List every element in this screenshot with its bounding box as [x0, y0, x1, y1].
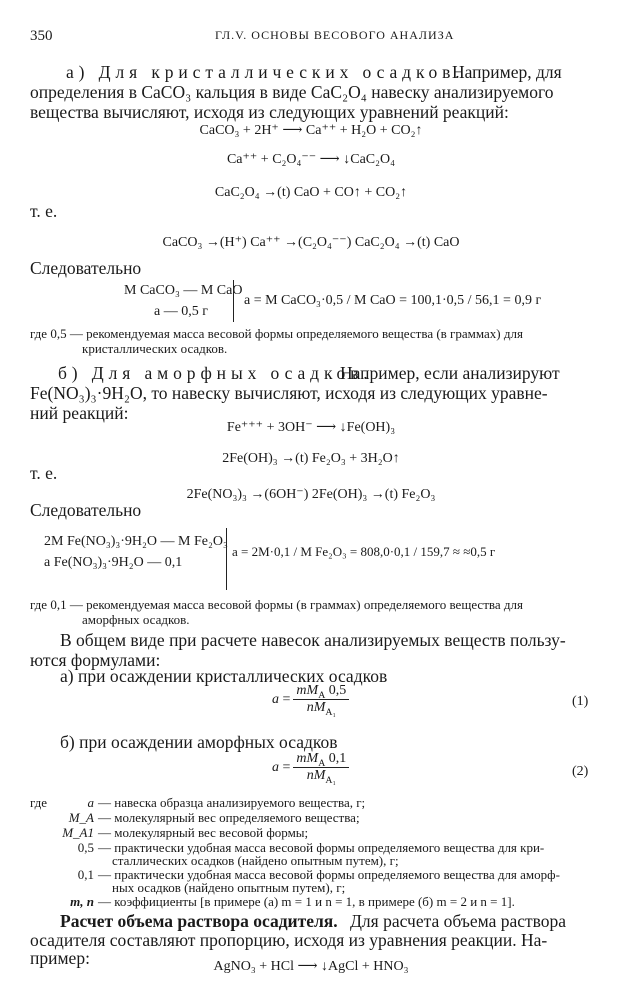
- section-a-lead: а) Для кристаллических осадков.: [66, 62, 465, 82]
- legend-sym-7: m, n: [70, 894, 94, 909]
- page-number: 350: [30, 28, 53, 44]
- legend-where: где: [30, 795, 48, 810]
- general-line1: В общем виде при расчете навесок анализируемых веществ пользу-: [60, 630, 566, 650]
- legend-text-7: — коэффициенты [в примере (а) m = 1 и n = 1, в примере (б) m = 2 и n = 1].: [98, 894, 515, 909]
- note-b-line1: где 0,1 — рекомендуемая масса весовой формы (в граммах) определяемого вещества для: [30, 597, 523, 612]
- legend-text-0: — навеска образца анализируемого вещества, г;: [98, 795, 366, 810]
- final-eq: AgNO₃ + HCl ⟶ ↓AgCl + HNO₃: [213, 959, 409, 974]
- section-b-eq2: 2Fe(OH)₃ →(t) Fe₂O₃ + 3H₂O↑: [222, 451, 400, 466]
- section-a-eq2: Ca⁺⁺ + C₂O₄⁻⁻ ⟶ ↓CaC₂O₄: [226, 152, 396, 167]
- calc-b-result: a = 2M·0,1 / M Fe₂O₃ = 808,0·0,1 / 159,7 ≈ ≈0,5 г: [232, 544, 496, 559]
- calc-b-left-top: 2M Fe(NO₃)₃·9H₂O — M Fe₂O₃: [44, 534, 228, 549]
- note-a-line2: кристаллических осадков.: [82, 341, 228, 356]
- calc-a-result: a = M CaCO₃·0,5 / M CaO = 100,1·0,5 / 56,1 = 0,9 г: [244, 293, 542, 308]
- legend-text-1: — молекулярный вес определяемого вещества;: [98, 810, 360, 825]
- final-line1-rest: Для расчета объема раствора: [350, 911, 567, 931]
- legend-text-3: — практически удобная масса весовой формы определяемого вещества для кри-: [98, 840, 545, 855]
- section-a-chain: CaCO₃ →(H⁺) Ca⁺⁺ →(C₂O₄⁻⁻) CaC₂O₄ →(t) CaO: [162, 235, 460, 250]
- formula-1-num: mM: [296, 683, 319, 698]
- legend-text-5: — практически удобная масса весовой формы определяемого вещества для аморф-: [98, 867, 560, 882]
- section-a-te: т. е.: [30, 201, 58, 221]
- calc-a-divider: [233, 280, 234, 322]
- legend-sym-3: 0,5: [77, 840, 94, 855]
- note-a-line1: где 0,5 — рекомендуемая масса весовой формы определяемого вещества (в граммах) для: [30, 326, 523, 341]
- section-a-eq1: CaCO₃ + 2H⁺ ⟶ Ca⁺⁺ + H₂O + CO₂↑: [199, 123, 423, 138]
- running-title: ГЛ.V. ОСНОВЫ ВЕСОВОГО АНАЛИЗА: [215, 28, 455, 42]
- general-case-b: б) при осаждении аморфных осадков: [60, 732, 338, 752]
- final-line2: осадителя составляют пропорцию, исходя из уравнения реакции. На-: [30, 930, 548, 950]
- calc-a-left-top: M CaCO₃ — M CaO: [124, 283, 243, 298]
- formula-2-den: nM: [306, 768, 326, 783]
- formula-1: a = $\frac{mM_A 0,5}{nM_{A_1}}$: [272, 683, 352, 716]
- note-b-line2: аморфных осадков.: [82, 612, 190, 627]
- general-line2: ются формулами:: [30, 650, 161, 670]
- legend-sym-0: a: [87, 795, 94, 810]
- legend-text-2: — молекулярный вес весовой формы;: [98, 825, 309, 840]
- formula-1-label: (1): [572, 694, 589, 709]
- section-b-lead: б) Для аморфных осадков.: [58, 363, 373, 383]
- final-line3: пример:: [30, 948, 90, 968]
- section-a-line2: определения в CaCO₃ кальция в виде CaC₂O₄ навеску анализируемого: [30, 82, 554, 102]
- legend-sym-5: 0,1: [77, 867, 94, 882]
- section-b-line1-rest: Например, если анализируют: [340, 363, 560, 383]
- section-b-therefore: Следовательно: [30, 500, 142, 520]
- formula-2-label: (2): [572, 764, 589, 779]
- section-a-therefore: Следовательно: [30, 258, 142, 278]
- calc-b-divider: [226, 528, 227, 590]
- legend-text-6: ных осадков (найдено опытным путем), г;: [112, 880, 346, 895]
- formula-2-coef: 0,1: [328, 751, 347, 766]
- formula-1-coef: 0,5: [328, 683, 347, 698]
- formula-2-num: mM: [296, 751, 319, 766]
- section-b-chain: 2Fe(NO₃)₃ →(6OH⁻) 2Fe(OH)₃ →(t) Fe₂O₃: [186, 487, 436, 502]
- section-a-line1-rest: Например, для: [452, 62, 562, 82]
- section-b-te: т. е.: [30, 463, 58, 483]
- section-b-eq1: Fe⁺⁺⁺ + 3OH⁻ ⟶ ↓Fe(OH)₃: [226, 420, 396, 435]
- legend-sym-2: M_A1: [62, 825, 94, 840]
- formula-1-den: nM: [306, 700, 326, 715]
- formula-2: a = $\frac{mM_A 0,1}{nM_{A_1}}$: [272, 751, 352, 784]
- calc-a-left-bottom: a — 0,5 г: [154, 304, 208, 319]
- section-b-line2: Fe(NO₃)₃·9H₂O, то навеску вычисляют, исходя из следующих уравне-: [30, 383, 548, 403]
- section-a-line3: вещества вычисляют, исходя из следующих уравнений реакций:: [30, 102, 509, 122]
- calc-b-left-bottom: a Fe(NO₃)₃·9H₂O — 0,1: [44, 555, 183, 570]
- legend-sym-1: M_A: [68, 810, 94, 825]
- final-heading: Расчет объема раствора осадителя.: [60, 911, 338, 931]
- section-b-line3: ний реакций:: [30, 403, 129, 423]
- section-a-eq3: CaC₂O₄ →(t) CaO + CO↑ + CO₂↑: [214, 185, 408, 200]
- legend-text-4: сталлических осадков (найдено опытным путем), г;: [112, 853, 399, 868]
- general-case-a: а) при осаждении кристаллических осадков: [60, 666, 388, 686]
